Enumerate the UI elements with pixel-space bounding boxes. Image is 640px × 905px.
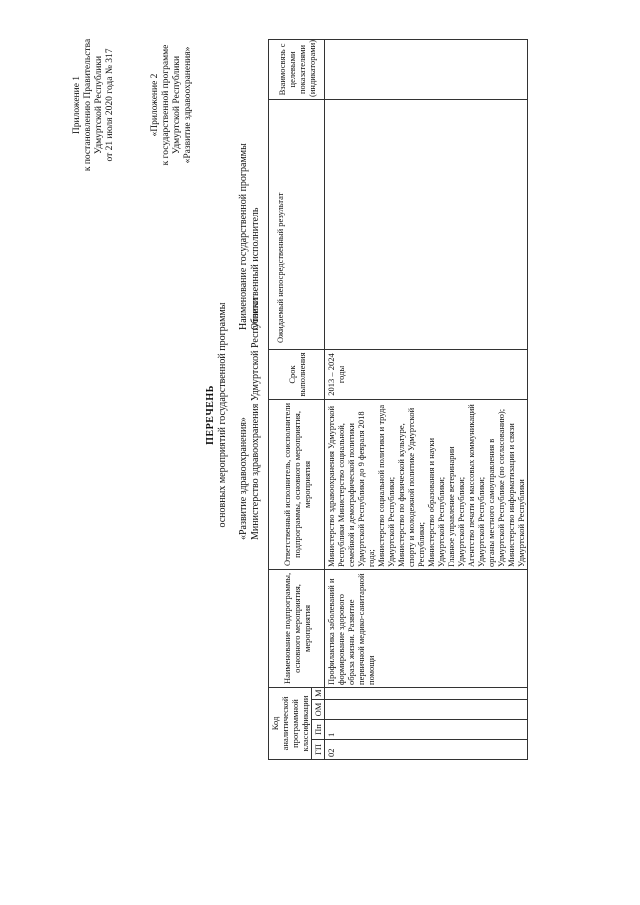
- document-title: ПЕРЕЧЕНЬ: [205, 385, 216, 445]
- table-row: [325, 39, 528, 759]
- appendix-2-line: «Приложение 2: [150, 73, 160, 137]
- cell-result: [325, 99, 528, 349]
- document-subtitle: основных мероприятий государственной программы: [217, 302, 228, 528]
- header-m: М: [312, 687, 325, 699]
- table-header-row: [269, 39, 312, 759]
- header-name: Наименование подпрограммы, основного мероприятия, мероприятия: [269, 569, 325, 687]
- cell-gp: 02: [325, 740, 528, 760]
- cell-term: 2013 – 2024 годы: [325, 349, 528, 399]
- activities-table: [268, 39, 528, 760]
- header-link: Взаимосвязь с целевыми показателями (индикаторами): [269, 39, 325, 99]
- appendix-1-line: Приложение 1: [72, 75, 82, 135]
- program-executor-label: Ответственный исполнитель: [249, 207, 261, 330]
- cell-pp: 1: [325, 720, 528, 740]
- appendix-1-line: от 21 июля 2020 года № 317: [105, 48, 115, 162]
- cell-name: Профилактика заболеваний и формирование здорового образа жизни. Развитие первичной медико-санитарной помощи: [325, 569, 528, 687]
- appendix-2-line: к государственной программе: [161, 44, 171, 166]
- header-responsible: Ответственный исполнитель, соисполнители подпрограммы, основного мероприятия, мероприятия: [269, 399, 325, 569]
- appendix-2-block: [150, 0, 194, 210]
- document-title-block: [205, 275, 229, 555]
- appendix-1-line: Удмуртской Республики: [94, 55, 104, 155]
- header-pp: Пп: [312, 720, 325, 740]
- header-term: Срок выполнения: [269, 349, 325, 399]
- cell-responsible: Министерство здравоохранения Удмуртской Республики Министерство социальной, семейной и демографической политики Удмуртской Республики до 9 февраля 2018 года; Министерство социальной политики и труда Удмуртской Республики; Министерство по физической культуре, спорту и молодежной политике Удмуртской Республики; Министерство образования и науки Удмуртской Республики; Главное управление ветеринарии Удмуртской Республики; Агентство печати и массовых коммуникаций Удмуртской Республики; органы местного самоуправления в Удмуртской Республике (по согласованию); Министерство информатизации и связи Удмуртской Республики: [325, 399, 528, 569]
- header-om: ОМ: [312, 700, 325, 720]
- cell-link: [325, 39, 528, 99]
- program-meta-values: [238, 230, 261, 540]
- cell-m: [325, 687, 528, 699]
- header-gp: ГП: [312, 740, 325, 760]
- appendix-1-block: [72, 5, 116, 205]
- program-executor-value: Министерство здравоохранения Удмуртской Республики: [249, 297, 261, 540]
- program-name-label: Наименование государственной программы: [238, 143, 249, 330]
- appendix-2-line: Удмуртской Республики: [172, 55, 182, 155]
- header-code: Код аналитической программной классификации: [269, 687, 312, 759]
- cell-om: [325, 700, 528, 720]
- appendix-1-line: к постановлению Правительства: [83, 38, 93, 172]
- program-name-value: «Развитие здравоохранения»: [238, 417, 249, 540]
- appendix-2-line: «Развитие здравоохранения»: [183, 46, 193, 164]
- header-result: Ожидаемый непосредственный результат: [269, 99, 325, 349]
